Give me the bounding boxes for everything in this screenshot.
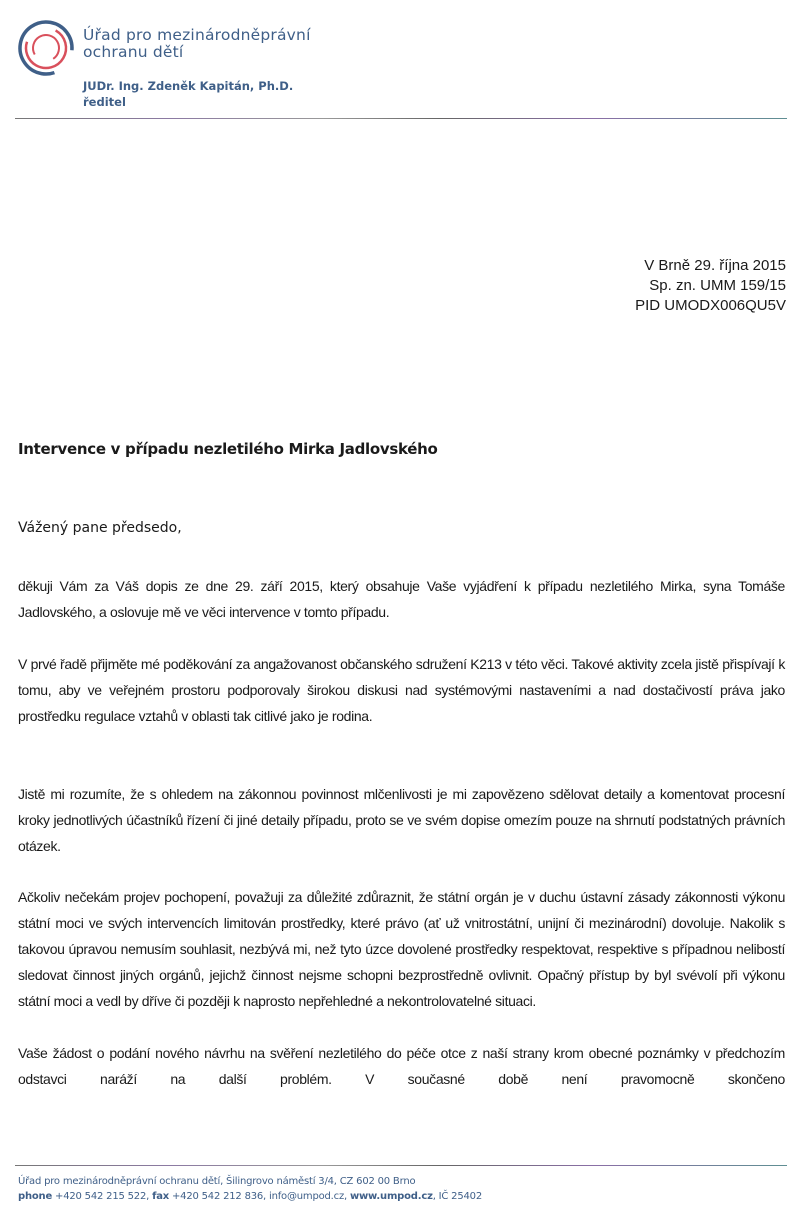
director-name: JUDr. Ing. Zdeněk Kapitán, Ph.D. [83,79,294,93]
paragraph: Jistě mi rozumíte, že s ohledem na zákonnou povinnost mlčenlivosti je mi zapovězeno sdělovat detaily a komentovat procesní kroky jednotlivých účastníků řízení či jiné detaily případu, proto se ve svém dopise omezím pouze na shrnutí podstatných právních otázek. [18,786,785,854]
director-title: ředitel [83,95,126,109]
org-name-line2: ochranu dětí [83,43,184,61]
letter-meta [635,256,786,316]
footer-address: Úřad pro mezinárodněprávní ochranu dětí, Šilingrovo náměstí 3/4, CZ 602 00 Brno [18,1176,416,1187]
organization-name [83,27,383,61]
footer [18,1174,482,1204]
paragraph: V prvé řadě přijměte mé poděkování za angažovanost občanského sdružení K213 v této věci. Takové aktivity zcela jistě přispívají k tomu, aby ve veřejném prostoru podporovaly širokou diskusi nad systémovými nastaveními a nad dostačivostí práva jako prostředku regulace vztahů v oblasti tak citlivé jako je rodina. [18,656,785,724]
footer-contacts [18,1189,482,1204]
letterhead [0,0,800,125]
file-reference: Sp. zn. UMM 159/15 [649,277,786,294]
paragraph: Ačkoliv nečekám projev pochopení, považuji za důležité zdůraznit, že státní orgán je v duchu ústavní zásady zákonnosti výkonu státní moci ve svých intervencích limitován prostředky, které právo (ať už vnitrostátní, unijní či mezinárodní) dovoluje. Nakolik s takovou úpravou nemusím souhlasit, nezbývá mi, než tyto úzce dovolené prostředky respektovat, respektive s případnou nelibostí sledovat činnost jiných orgánů, jejichž činnost nejsme schopni bezprostředně ovlivnit. Opačný přístup by byl svévolí při výkonu státní moci a vedl by dříve či později k naprosto nepřehledné a nekontrolovatelné situaci. [18,889,785,1009]
concentric-circles-logo-icon [16,18,76,78]
org-name-line1: Úřad pro mezinárodněprávní [83,26,311,44]
footer-divider [15,1165,787,1166]
paragraph: děkuji Vám za Váš dopis ze dne 29. září 2015, který obsahuje Vaše vyjádření k případu nezletilého Mirka, syna Tomáše Jadlovského, a oslovuje mě ve věci intervence v tomto případu. [18,578,785,620]
header-divider [15,118,787,119]
company-id: , IČ 25402 [432,1191,482,1202]
phone-label: phone [18,1191,53,1202]
paragraph: Vaše žádost o podání nového návrhu na svěření nezletilého do péče otce z naší strany krom obecné poznámky v předchozím odstavci naráží na další problém. V současné době není pravomocně skončeno [18,1045,785,1087]
pid: PID UMODX006QU5V [635,297,786,314]
fax-email: +420 542 212 836, info@umpod.cz, [169,1191,350,1202]
fax-label: fax [152,1191,170,1202]
letter-subject: Intervence v případu nezletilého Mirka Jadlovského [18,440,438,458]
place-date: V Brně 29. října 2015 [644,257,786,274]
phone-number: +420 542 215 522, [52,1191,153,1202]
website-link[interactable]: www.umpod.cz [349,1191,433,1202]
salutation: Vážený pane předsedo, [18,520,182,536]
